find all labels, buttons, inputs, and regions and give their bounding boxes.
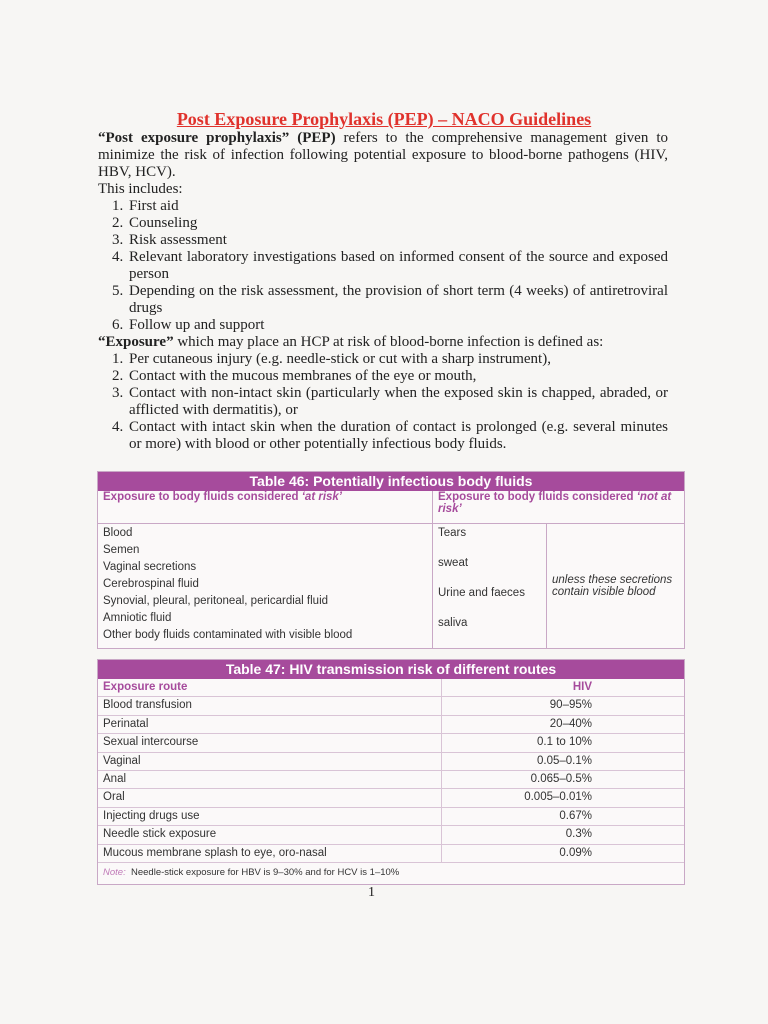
- table-row: [98, 826, 684, 844]
- header-text: Exposure to body fluids considered: [438, 491, 637, 503]
- hiv-risk-cell: 0.3%: [442, 826, 684, 844]
- intro-paragraph: [98, 130, 668, 181]
- list-item: 3. Risk assessment: [127, 232, 668, 249]
- includes-label: This includes:: [98, 181, 183, 197]
- list-item: 4. Contact with intact skin when the duration of contact is prolonged (e.g. several minutes or more) with blood or other potentially infectious body fluids.: [127, 419, 668, 453]
- table-note: [98, 863, 684, 884]
- hiv-risk-cell: 20–40%: [442, 715, 684, 733]
- exposure-list: [98, 351, 668, 453]
- hiv-risk-cell: 0.67%: [442, 807, 684, 825]
- hiv-risk-cell: 90–95%: [442, 697, 684, 715]
- table-row: [98, 715, 684, 733]
- route-cell: Vaginal: [98, 752, 442, 770]
- note-label: Note:: [103, 866, 126, 878]
- route-cell: Injecting drugs use: [98, 807, 442, 825]
- at-risk-list: [98, 524, 433, 649]
- includes-list: [98, 198, 668, 334]
- route-cell: Mucous membrane splash to eye, oro-nasal: [98, 844, 442, 862]
- route-cell: Anal: [98, 770, 442, 788]
- not-at-risk-fluid: saliva: [438, 617, 468, 629]
- not-at-risk-fluid: Tears: [438, 527, 467, 539]
- exposure-definition: which may place an HCP at risk of blood-borne infection is defined as:: [173, 334, 604, 350]
- route-cell: Sexual intercourse: [98, 734, 442, 752]
- table-row: [98, 789, 684, 807]
- at-risk-fluid: Amniotic fluid: [103, 612, 172, 624]
- table-47: [97, 659, 685, 885]
- exposure-paragraph: [98, 334, 668, 351]
- list-item: 6. Follow up and support: [127, 317, 668, 334]
- pep-term: “Post exposure prophylaxis” (PEP): [98, 130, 336, 146]
- hiv-risk-cell: 0.09%: [442, 844, 684, 862]
- route-cell: Blood transfusion: [98, 697, 442, 715]
- at-risk-fluid: Vaginal secretions: [103, 561, 197, 573]
- exposure-term: “Exposure”: [98, 334, 174, 350]
- hiv-risk-cell: 0.065–0.5%: [442, 770, 684, 788]
- list-item: 2. Contact with the mucous membranes of the eye or mouth,: [127, 368, 668, 385]
- at-risk-header: [98, 491, 433, 524]
- note-text: Needle-stick exposure for HBV is 9–30% and for HCV is 1–10%: [131, 866, 400, 878]
- at-risk-fluid: Blood: [103, 527, 133, 539]
- list-item: 1. Per cutaneous injury (e.g. needle-stick or cut with a sharp instrument),: [127, 351, 668, 368]
- hiv-risk-cell: 0.1 to 10%: [442, 734, 684, 752]
- list-item: 1. First aid: [127, 198, 668, 215]
- table-row: [98, 697, 684, 715]
- route-cell: Needle stick exposure: [98, 826, 442, 844]
- not-at-risk-header: [433, 491, 685, 524]
- page-title: Post Exposure Prophylaxis (PEP) – NACO Guidelines: [176, 109, 592, 129]
- not-at-risk-list: [433, 524, 547, 649]
- pep-definition: refers to the comprehensive management given to minimize the risk of infection following potential exposure to blood-borne pathogens (HIV, HBV, HCV).: [98, 130, 668, 180]
- list-item: 5. Depending on the risk assessment, the provision of short term (4 weeks) of antiretroviral drugs: [127, 283, 668, 317]
- hiv-header: HIV: [442, 679, 684, 697]
- caveat: unless these secretions contain visible blood: [552, 574, 673, 598]
- table-46: [97, 471, 685, 649]
- header-text: Exposure to body fluids considered: [103, 491, 302, 503]
- at-risk-fluid: Cerebrospinal fluid: [103, 578, 199, 590]
- header-emphasis: ‘at risk’: [301, 491, 343, 503]
- table-row: [98, 752, 684, 770]
- route-cell: Perinatal: [98, 715, 442, 733]
- at-risk-fluid: Synovial, pleural, peritoneal, pericardial fluid: [103, 595, 329, 607]
- table-row: [98, 770, 684, 788]
- header-emphasis: ‘not at risk’: [438, 491, 672, 515]
- document-body: [98, 130, 668, 453]
- table-row: [98, 844, 684, 862]
- list-item: 2. Counseling: [127, 215, 668, 232]
- route-header: Exposure route: [98, 679, 442, 697]
- list-item: 4. Relevant laboratory investigations based on informed consent of the source and exposed person: [127, 249, 668, 283]
- route-cell: Oral: [98, 789, 442, 807]
- at-risk-fluid: Other body fluids contaminated with visible blood: [103, 629, 353, 641]
- table-46-title: Table 46: Potentially infectious body fluids: [98, 472, 684, 491]
- hiv-risk-cell: 0.005–0.01%: [442, 789, 684, 807]
- not-at-risk-fluid: Urine and faeces: [438, 587, 525, 599]
- table-row: [98, 807, 684, 825]
- table-47-title: Table 47: HIV transmission risk of different routes: [98, 660, 684, 679]
- at-risk-fluid: Semen: [103, 544, 140, 556]
- list-item: 3. Contact with non-intact skin (particularly when the exposed skin is chapped, abraded, or afflicted with dermatitis), or: [127, 385, 668, 419]
- not-at-risk-fluid: sweat: [438, 557, 469, 569]
- table-row: [98, 734, 684, 752]
- hiv-risk-cell: 0.05–0.1%: [442, 752, 684, 770]
- page-number: 1: [368, 885, 375, 900]
